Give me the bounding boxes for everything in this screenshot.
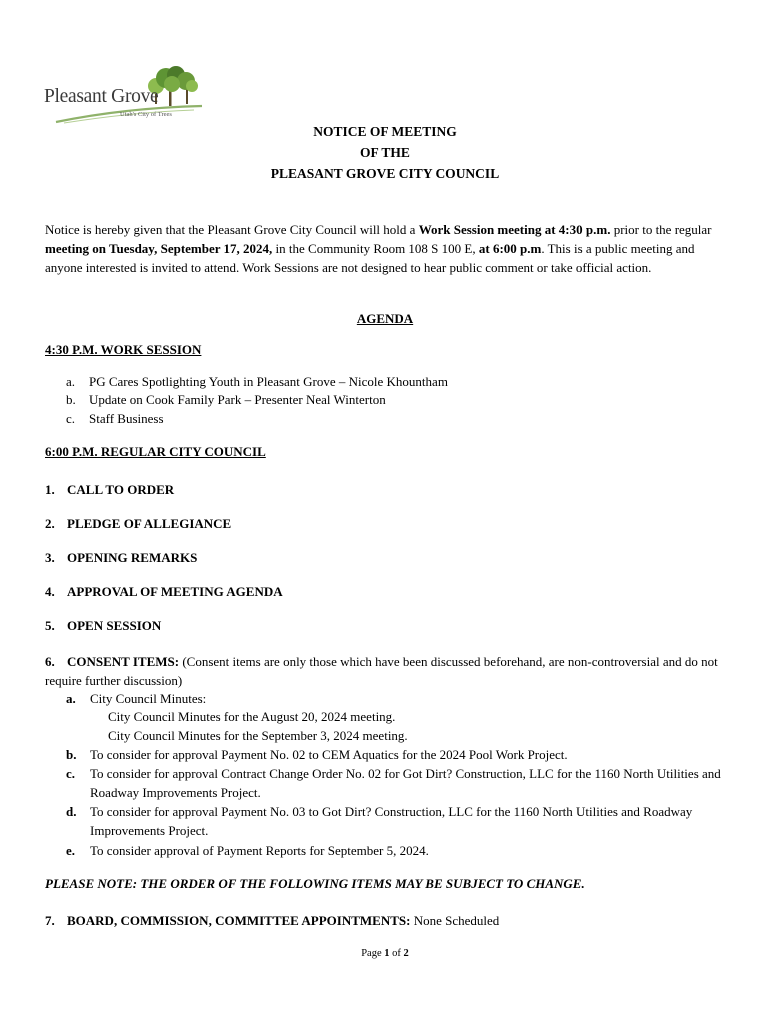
intro-text-1: Notice is hereby given that the Pleasant Grove City Council will hold a: [45, 222, 419, 237]
agenda-item-call-to-order: [45, 482, 174, 498]
consent-item-d: [66, 803, 726, 840]
item-letter: b.: [66, 392, 76, 407]
header-line-2: OF THE: [360, 145, 410, 160]
item-number: 2.: [45, 516, 55, 531]
item-number: 3.: [45, 550, 55, 565]
item-letter: a.: [66, 691, 76, 706]
work-session-item: [66, 410, 164, 429]
page-total: 2: [403, 948, 409, 959]
agenda-heading: AGENDA: [356, 311, 414, 326]
item-text: City Council Minutes:: [90, 691, 207, 706]
consent-item-c: [66, 765, 726, 802]
logo-tagline: Utah's City of Trees: [120, 111, 172, 118]
consent-item-b: [66, 746, 726, 765]
footer-prefix: Page: [361, 948, 385, 959]
item-text: To consider for approval Payment No. 02 to CEM Aquatics for the 2024 Pool Work Project.: [90, 747, 568, 762]
intro-paragraph: [45, 220, 727, 277]
city-logo: [40, 64, 200, 126]
item-number: 4.: [45, 584, 55, 599]
item-letter: b.: [66, 747, 77, 762]
consent-items: [45, 653, 730, 690]
agenda-item-open-session: [45, 618, 161, 634]
consent-label: CONSENT ITEMS:: [67, 654, 180, 669]
agenda-item-appointments: [45, 913, 499, 929]
logo-wordmark: Pleasant Grove: [44, 86, 159, 107]
regular-council-heading: 6:00 P.M. REGULAR CITY COUNCIL: [45, 444, 266, 459]
item-label: OPEN SESSION: [67, 618, 162, 633]
intro-bold-2: meeting on Tuesday, September 17, 2024,: [45, 241, 273, 256]
minutes-line-1: City Council Minutes for the August 20, 2024 meeting.: [108, 709, 396, 724]
item-text: Staff Business: [89, 411, 164, 426]
item-value: None Scheduled: [410, 913, 500, 928]
agenda-item-approval: [45, 584, 283, 600]
consent-note: (Consent items are only those which have been discussed beforehand, are non-controversial and do not require further discussion): [45, 654, 718, 688]
order-change-notice: PLEASE NOTE: THE ORDER OF THE FOLLOWING ITEMS MAY BE SUBJECT TO CHANGE.: [45, 876, 585, 891]
item-number: 6.: [45, 654, 55, 669]
page-footer: [0, 948, 770, 959]
minutes-line-2: City Council Minutes for the September 3, 2024 meeting.: [108, 728, 408, 743]
item-letter: d.: [66, 804, 77, 819]
intro-bold-3: at 6:00 p.m: [478, 241, 542, 256]
intro-text-4: . This is a public meeting and anyone interested is invited to attend. Work Sessions are not designed to hear public comment or take official action.: [45, 241, 695, 275]
consent-item-e: [66, 842, 726, 861]
intro-bold-1: Work Session meeting at 4:30 p.m.: [418, 222, 611, 237]
consent-item-a: [66, 690, 726, 709]
work-session-item: [66, 373, 448, 392]
item-letter: e.: [66, 843, 76, 858]
item-label: PLEDGE OF ALLEGIANCE: [67, 516, 232, 531]
item-number: 1.: [45, 482, 55, 497]
item-text: PG Cares Spotlighting Youth in Pleasant Grove – Nicole Khountham: [89, 374, 448, 389]
header-line-1: NOTICE OF MEETING: [313, 124, 457, 139]
item-text: To consider for approval Contract Change Order No. 02 for Got Dirt? Construction, LLC for the 1160 North Utilities and Roadway Improvements Project.: [90, 766, 721, 800]
intro-text-3: in the Community Room 108 S 100 E,: [272, 241, 479, 256]
agenda-item-pledge: [45, 516, 231, 532]
item-text: To consider approval of Payment Reports for September 5, 2024.: [90, 843, 429, 858]
item-label: BOARD, COMMISSION, COMMITTEE APPOINTMENTS:: [67, 913, 411, 928]
item-letter: c.: [66, 411, 76, 426]
item-label: APPROVAL OF MEETING AGENDA: [67, 584, 283, 599]
item-number: 5.: [45, 618, 55, 633]
item-letter: a.: [66, 374, 76, 389]
work-session-item: [66, 391, 386, 410]
item-text: Update on Cook Family Park – Presenter Neal Winterton: [89, 392, 386, 407]
item-letter: c.: [66, 766, 76, 781]
item-label: OPENING REMARKS: [67, 550, 198, 565]
page-number: 1: [384, 948, 390, 959]
intro-text-2: prior to the regular: [610, 222, 712, 237]
item-text: To consider for approval Payment No. 03 to Got Dirt? Construction, LLC for the 1160 North Utilities and Roadway Improvements Project.: [90, 804, 693, 838]
item-number: 7.: [45, 913, 55, 928]
footer-of: of: [389, 948, 404, 959]
item-label: CALL TO ORDER: [67, 482, 175, 497]
header-line-3: PLEASANT GROVE CITY COUNCIL: [270, 166, 500, 181]
work-session-heading: 4:30 P.M. WORK SESSION: [45, 342, 202, 357]
agenda-item-opening-remarks: [45, 550, 197, 566]
